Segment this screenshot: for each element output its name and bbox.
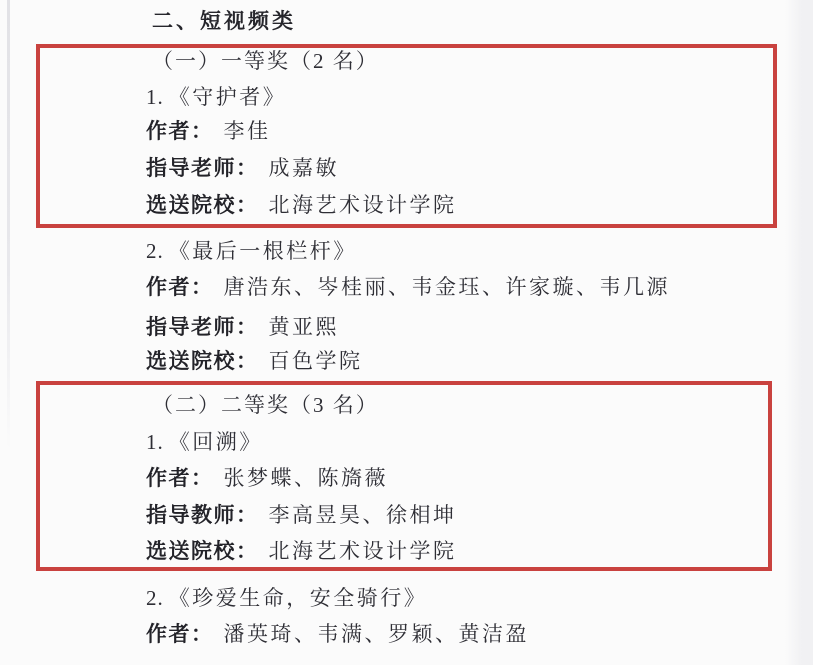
field-value: 张梦蝶、陈旖薇 (223, 466, 388, 490)
entry-number: 2. (146, 239, 164, 263)
field-author (146, 465, 388, 491)
field-advisor (146, 155, 339, 181)
field-advisor (146, 502, 457, 528)
field-author (146, 274, 670, 300)
field-label: 作者： (146, 119, 214, 143)
group-heading-first-prize: （一）一等奖（2 名） (152, 49, 379, 73)
entry-number: 2. (146, 586, 164, 610)
field-value: 唐浩东、岑桂丽、韦金珏、许家璇、韦几源 (223, 275, 670, 299)
field-school (146, 538, 457, 564)
field-author (146, 118, 271, 144)
field-label: 选送院校： (146, 193, 259, 217)
field-label: 指导教师： (146, 503, 259, 527)
field-value: 李佳 (223, 119, 271, 143)
field-value: 李高昱昊、徐相坤 (268, 503, 457, 527)
field-label: 指导老师： (146, 315, 259, 339)
category-title: 二、短视频类 (152, 9, 296, 33)
field-value: 成嘉敏 (268, 156, 339, 180)
field-label: 作者： (146, 275, 214, 299)
entry-title (146, 238, 357, 264)
field-label: 指导老师： (146, 156, 259, 180)
group-heading-second-prize: （二）二等奖（3 名） (152, 393, 379, 417)
scan-edge-shadow-right (785, 0, 813, 665)
entry-number: 1. (146, 430, 164, 454)
field-label: 作者： (146, 622, 214, 646)
field-value: 百色学院 (268, 349, 363, 373)
field-value: 北海艺术设计学院 (268, 193, 457, 217)
entry-title (146, 429, 263, 455)
field-label: 选送院校： (146, 539, 259, 563)
field-school (146, 192, 457, 218)
work-title: 《回溯》 (168, 430, 263, 454)
field-value: 北海艺术设计学院 (268, 539, 457, 563)
field-label: 作者： (146, 466, 214, 490)
scan-edge-shadow-left (7, 0, 10, 450)
entry-title (146, 585, 427, 611)
field-label: 选送院校： (146, 349, 259, 373)
entry-number: 1. (146, 85, 164, 109)
field-value: 黄亚熙 (268, 315, 339, 339)
work-title: 《守护者》 (168, 85, 287, 109)
field-advisor (146, 314, 339, 340)
work-title: 《珍爱生命，安全骑行》 (168, 586, 428, 610)
field-author (146, 621, 529, 647)
work-title: 《最后一根栏杆》 (168, 239, 357, 263)
field-school (146, 348, 363, 374)
entry-title (146, 84, 286, 110)
field-value: 潘英琦、韦满、罗颖、黄洁盈 (223, 622, 529, 646)
